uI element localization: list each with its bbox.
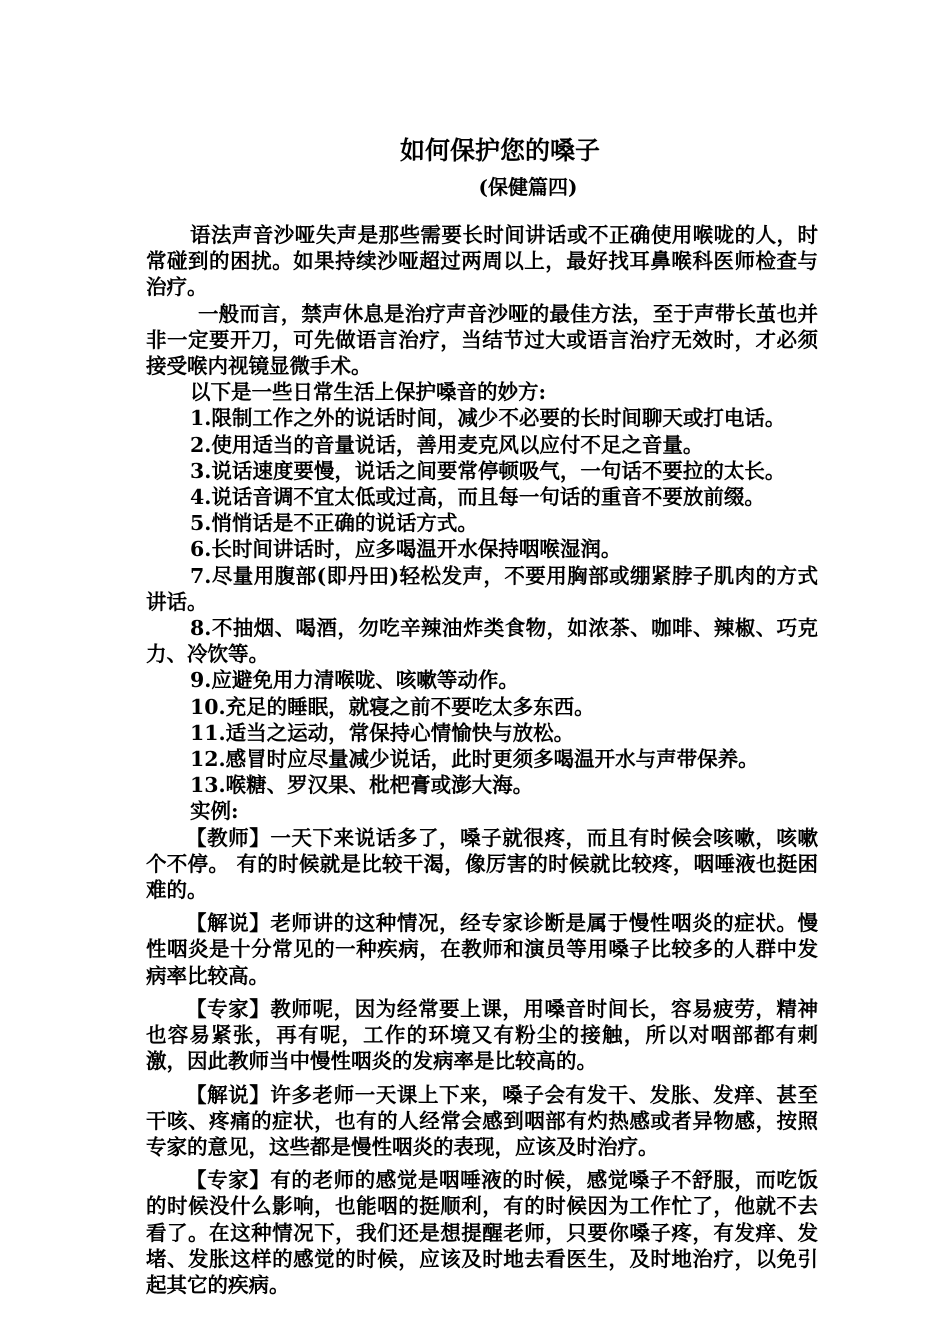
- tip-item: 13.喉糖、罗汉果、枇杷膏或澎大海。: [190, 773, 534, 798]
- intro-paragraph: 一般而言，禁声休息是治疗声音沙哑的最佳方法，至于声带长茧也并非一定要开刀，可先做语言治疗，当结节过大或语言治疗无效时，才必须接受喉内视镜显微手术。: [146, 301, 818, 379]
- dialogue-paragraph: 【解说】老师讲的这种情况，经专家诊断是属于慢性咽炎的症状。慢性咽炎是十分常见的一种疾病，在教师和演员等用嗓子比较多的人群中发病率比较高。: [146, 911, 818, 988]
- document-title: 如何保护您的嗓子: [399, 136, 600, 165]
- dialogue-paragraph: 【教师】一天下来说话多了，嗓子就很疼，而且有时候会咳嗽，咳嗽个不停。 有的时候就是比较干渴，像厉害的时候就比较疼，咽唾液也挺困难的。: [146, 825, 818, 903]
- dialogue-paragraph: 【专家】教师呢，因为经常要上课，用嗓音时间长，容易疲劳，精神也容易紧张，再有呢，工作的环境又有粉尘的接触，所以对咽部都有刺激，因此教师当中慢性咽炎的发病率是比较高的。: [146, 996, 818, 1074]
- tip-item: 10.充足的睡眠，就寝之前不要吃太多东西。: [190, 694, 595, 719]
- intro-paragraph: 语法声音沙哑失声是那些需要长时间讲话或不正确使用喉咙的人，时常碰到的困扰。如果持续沙哑超过两周以上，最好找耳鼻喉科医师检查与治疗。: [146, 223, 818, 300]
- dialogue-paragraph: 【专家】有的老师的感觉是咽唾液的时候，感觉嗓子不舒服，而吃饭的时候没什么影响，也能咽的挺顺利，有的时候因为工作忙了，他就不去看了。在这种情况下，我们还是想提醒老师，只要你嗓子疼，有发痒、发堵、发胀这样的感觉的时候，应该及时地去看医生，及时地治疗，以免引起其它的疾病。: [146, 1168, 818, 1297]
- tip-item: 1.限制工作之外的说话时间，减少不必要的长时间聊天或打电话。: [190, 406, 786, 431]
- document-subtitle: (保健篇四): [478, 175, 578, 199]
- document-body: [146, 222, 818, 1298]
- tip-item: 8.不抽烟、喝酒，勿吃辛辣油炸类食物，如浓茶、咖啡、辣椒、巧克力、冷饮等。: [146, 616, 818, 667]
- tip-item: 5.悄悄话是不正确的说话方式。: [190, 511, 478, 536]
- intro-paragraph: 以下是一些日常生活上保护嗓音的妙方:: [190, 380, 547, 405]
- tip-item: 6.长时间讲话时，应多喝温开水保持咽喉湿润。: [190, 537, 622, 562]
- tip-item: 7.尽量用腹部(即丹田)轻松发声，不要用胸部或绷紧脖子肌肉的方式讲话。: [146, 563, 818, 614]
- tip-item: 12.感冒时应尽量减少说话，此时更须多喝温开水与声带保养。: [190, 747, 759, 772]
- tip-item: 9.应避免用力清喉咙、咳嗽等动作。: [190, 668, 519, 693]
- example-label: 实例:: [190, 799, 239, 824]
- tip-item: 4.说话音调不宜太低或过高，而且每一句话的重音不要放前缀。: [190, 485, 765, 510]
- tip-item: 3.说话速度要慢，说话之间要常停顿吸气，一句话不要拉的太长。: [190, 458, 786, 483]
- tip-item: 11.适当之运动，常保持心情愉快与放松。: [190, 720, 575, 745]
- tip-item: 2.使用适当的音量说话，善用麦克风以应付不足之音量。: [190, 432, 704, 457]
- dialogue-paragraph: 【解说】许多老师一天课上下来，嗓子会有发干、发胀、发痒、甚至干咳、疼痛的症状，也有的人经常会感到咽部有灼热感或者异物感，按照专家的意见，这些都是慢性咽炎的表现，应该及时治疗。: [146, 1082, 818, 1159]
